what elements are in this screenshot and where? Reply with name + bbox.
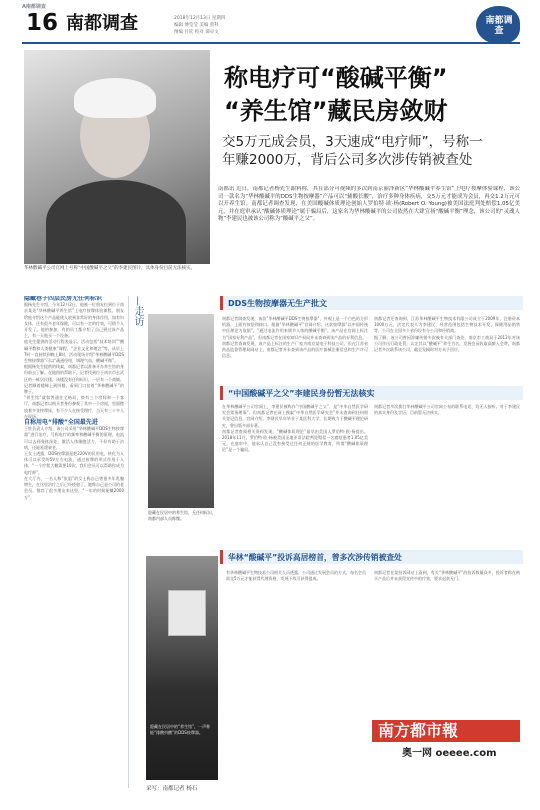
column-2 xyxy=(226,570,366,780)
device-box xyxy=(168,590,206,636)
watermark-site: 奥一网 oeeee.com xyxy=(402,748,497,759)
paragraph: 有华林酸碱平生物技术公司相关人员透露，公司通过发展会员的方式，每名会员需交5万元才能获得代理资格，发展下线可获得提成。 xyxy=(226,570,366,582)
watermark-main: 南方都市報 xyxy=(378,721,459,740)
column-2 xyxy=(222,316,368,382)
photo-caption: 华林酸碱平公司官网上号称“中国酸碱平之父”的李建民图片，具体身份目前无法核实。 xyxy=(24,266,196,271)
date-line: 2018年12月13日 星期四 xyxy=(174,16,226,21)
paragraph: 王女士透露，DDS按摩器是把220V的民用电，转化为人体可以承受的5V左右电流，通过按摩的形式作用于人体，“一个疗程大概需要10次，我们会员可以帮助你成为电疗师”。 xyxy=(24,451,124,475)
section-top-label: A南都调查 xyxy=(22,4,46,10)
header-rule xyxy=(22,42,520,44)
paragraph: 据了解，该公司曾因涉嫌传销多次被有关部门查处，南京市工商局于2012年对该公司作出行政处罚，认定其以“酸碱平”养生为名，发展会员收取高额入会费。南都记者多次联系该公司，截至发稿时对方未予回应。 xyxy=(374,334,520,353)
paragraph: “养生馆”就如普通住宅格局，换有三个房间和一个客厅，南都记者以购买者身份参观了其中一个房间，里面摆放着多张按摩床，有不少人在接受理疗，当天有三十多人在现场。 xyxy=(24,395,124,419)
column-3 xyxy=(374,404,520,544)
paragraph: 根据杨先生提供的线索，南都记者以准备开办养生馆的身份前去了解。在地图的帮助下，记者找到位于南京市玄武区的一栋居民楼，该楼没有任何标识，一层有一个商铺。记者顺着楼梯上到四楼，看到门口挂着“华林酸碱平”的牌子。 xyxy=(24,364,124,395)
section-title: 南都调查 xyxy=(66,13,138,34)
deck-line-2: 年赚2000万，背后公司多次涉传销被查处 xyxy=(222,152,473,168)
editor-line: 图编 甘钦 校对 谭卓文 xyxy=(174,30,219,35)
portrait-suit xyxy=(46,180,186,264)
lead-paragraph: 南都讯 近日，南都记者杨先生跟料称，其在部分可视频的多次到南京丽泽新区“华林酸碱平养生馆”上电疗按摩体验课程，该公司一款名为“华林酸碱平的DDS生物按摩器”产品可以“辅酸长酸”，治疗多种身体疾病，交5万元才能成为会员，再交1.2万元可以开养生馆。南都记者调查发现，在美国酸碱体质理论创始人罗伯特·欧·杨(Robert O. Young)被美国法庭判处赔偿1.05亿美元，并在庭审承认“酸碱体质理论”属于骗局后，这家名为华林酸碱平的公司依然在大肆宣扬“酸碱平衡”理念，该公司的“灵魂人物”李建民也被该公司称为“酸碱平之父”。 xyxy=(218,186,520,223)
paragraph: 在华林酸碱平公司官网上，李建民被称作“中国酸碱平之父”，是“中华自然医学研究会常务理事”，但南都记者在网上搜索“中华自然医学研究会”并未查询到任何相关登记信息。官网介绍，李建民早年毕业于某医科大学，长期致力于酸碱平理论研究，曾出版多部专著。 xyxy=(222,404,368,428)
headline-line-2: “养生馆”藏民房敛财 xyxy=(224,97,448,125)
column-2 xyxy=(222,404,368,544)
paragraph: 在大厅内，一名人称“张姐”的女士称自己曾患多年乳腺增生，在这里治疗之后已经痊愈了。她称自己是公司的老会员，推荐了很多朋友来这里，“一年的时候能赚2000万”。 xyxy=(24,475,124,500)
paragraph: 南都记者调查发现，该款“华林酸碱平DDS生物按摩器”，外观上是一个白色的方形机器，上面有按钮和接口。根据“华林酸碱平”官网介绍，这款按摩器“以中国传统中医理论为依据”，“通过电流作用来调节人体的酸碱平衡”。该产品在官网上标注为“国家专利产品”，但南都记者在国家知识产权局并未查询到该产品的专利信息。 xyxy=(222,316,368,340)
paragraph: 王姓负责人介绍，该公司采用“华林酸碱平DDS生物按摩器”进行治疗，号称电疗的频率和酸碱平衡的原理，电流可以去到身体深处，激活人体细胞活力，不但有助于治病，还能延缓衰老。 xyxy=(24,426,124,450)
column-3 xyxy=(374,316,520,382)
section-logo-text: 南都调查 xyxy=(485,16,513,36)
column-1 xyxy=(24,296,124,788)
editor-line: 编辑 傅莹莹 美编 曾科 xyxy=(174,23,219,28)
subheading: 隐藏巷子四层民房无任何标识 xyxy=(24,296,103,302)
hallway-caption: 隐藏在民居中的养生馆，无任何标识，南都内部人员称微。 xyxy=(148,510,216,521)
deck-line-1: 交5万元成会员，3天速成“电疗师”，号称一 xyxy=(222,134,483,150)
paragraph: 南都记者多次拨打华林酸碱平公司官网公布的联系电话，均无人接听。对于李建民的真实身份及学历，目前暂无法核实。 xyxy=(374,404,520,416)
byline: 采写：南都记者 杨石 xyxy=(146,786,198,792)
section-heading: 华林“酸碱平”投诉高居榜首，曾多次涉传销被查处 xyxy=(228,553,402,562)
paragraph: 他先生提供的活动行程表显示，活动包括“技术培训”“酸碱平教和人类健康”课程，“企业文化和理念”等，从早上7时一直持续到晚上8时，活动现场介绍“华林酸碱平DDS生物按摩器”可以“疏通经络，调理气血，酸碱平衡”。 xyxy=(24,339,124,364)
page-number: 16 xyxy=(26,10,59,36)
headline-line-1: 称电疗可“酸碱平衡” xyxy=(224,64,448,92)
section-heading: DDS生物按摩器无生产批文 xyxy=(228,299,328,308)
hallway-photo xyxy=(148,314,214,508)
portrait-hair xyxy=(74,78,156,118)
paragraph: 南都记者查询发现，该产品上标注的生产厂家为南京某电子科技公司，但在江苏省药品监督管理局网站上，南都记者并未查到该产品的医疗器械注册信息和生产许可信息。 xyxy=(222,340,368,359)
paragraph: 南都记者还查询到，江苏华林酸碱平生物技术有限公司成立于2009年，注册资本1000万元，法定代表人为李建民，经营范围包括生物技术开发、保健用品销售等，公司在全国多个省份设有分公司和经销商。 xyxy=(374,316,520,334)
jump-label: —走访 xyxy=(132,296,143,326)
paragraph: 据杨先生介绍，今年12月2日，他被一位朋友拉到位于南京某处“华林酸碱平养生馆”上电疗按摩体验课程，朋友给他介绍这个产品能使人收到非常好的身体作用，如有妇女体，还有很多老年保健，可以有一定的疗效，可惜个人开发了。他的参加，有的员工都介绍了自己到过该产品上，有一天他买一个设备。 xyxy=(24,302,124,339)
column-rule xyxy=(128,296,129,788)
paragraph: 南都记者在某投诉网站上看到，有关“华林酸碱平”的投诉数量众多，投诉者称在购买产品后并未获得宣传中的疗效，要求退款无门。 xyxy=(374,570,520,582)
device-photo-caption: 隐藏在民居中的“养生馆”，一声称能“排酸抖酸”的DDS按摩器。 xyxy=(150,724,211,735)
column-3 xyxy=(374,570,520,666)
section-heading: “中国酸碱平之父”李建民身份暂无法核实 xyxy=(228,389,375,398)
subheading: 自称用电“排酸”全国最先进 xyxy=(24,419,98,427)
paragraph: 南都记者查阅相关资料发现，“酸碱体质理论”最早由美国人罗伯特·欧·杨提出。2018年11月，罗伯特·欧·杨被美国圣地亚哥法院判处赔偿一名癌症患者1.05亿美元。在庭审中，他承认自己没有接受过任何正规的医学教育，所谓“酸碱体质理论”是一个骗局。 xyxy=(222,428,368,453)
